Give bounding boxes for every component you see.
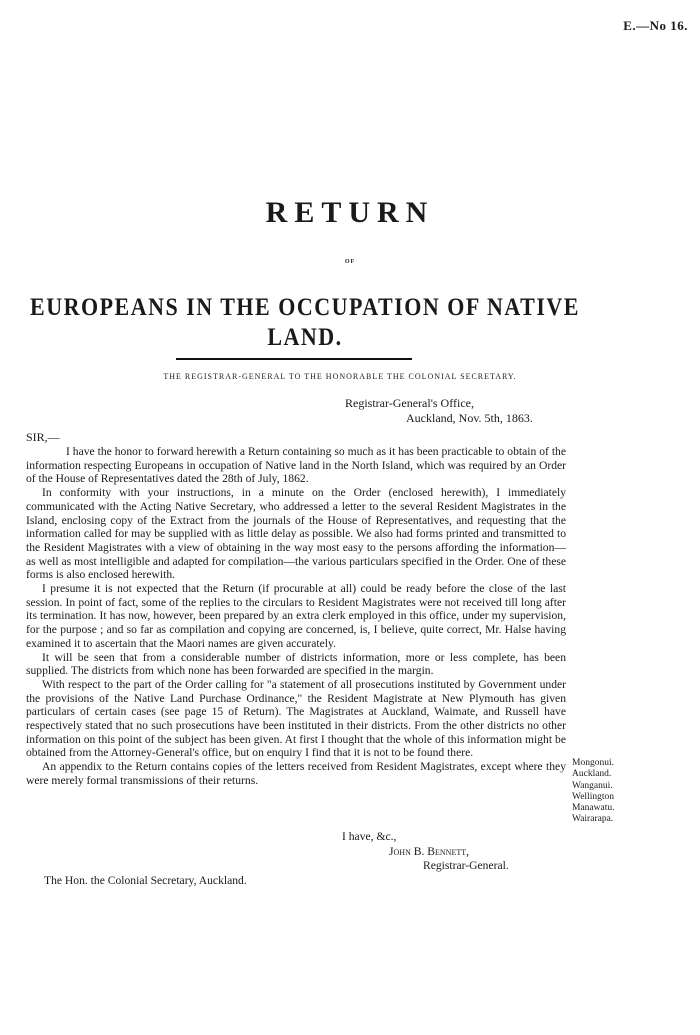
paragraph: I have the honor to forward herewith a Return containing so much as it has been practicable to obtain of the information respecting Europeans in occupation of Native land in the North Island, which was required by an Order of the House of Representatives dated the 28th of July, 1862. <box>26 445 566 486</box>
margin-district: Mongonui. <box>572 758 614 768</box>
title-connector: OF <box>344 259 356 265</box>
document-title: RETURN <box>265 196 435 229</box>
paragraph: In conformity with your instructions, in a minute on the Order (enclosed herewith), I immediately communicated with the Acting Native Secretary, who addressed a letter to the several Resident Magistrates in the Island, enclosing copy of the Extract from the journals of the House of Representatives, and requesting that the information called for may be supplied with as little delay as possible. We also had forms printed and transmitted to the Resident Magistrates with a view of obtaining in the way most easy to the persons affording the information—as well as most intelligible and adapted for compilation—the various particulars specified in the Order. One of these forms is also enclosed herewith. <box>26 486 566 582</box>
paragraph: I presume it is not expected that the Return (if procurable at all) could be ready before the close of the last session. In point of fact, some of the replies to the circulars to Resident Magistrates were not received till long after its termination. It has now, however, been prepared by an extra clerk employed in this office, under my supervision, for the purpose ; and so far as compilation and copying are concerned, is, I believe, quite correct, Mr. Halse having examined it to ascertain that the Maori names are given accurately. <box>26 582 566 650</box>
margin-note <box>572 758 614 826</box>
margin-district: Auckland. <box>572 769 612 780</box>
salutation: SIR,— <box>26 430 60 444</box>
paragraph: With respect to the part of the Order calling for "a statement of all prosecutions instituted by Government under the provisions of the Native Land Purchase Ordinance," the Resident Magistrate at New Plymouth has given particulars of certain cases (see page 15 of Return). The Magistrates at Auckland, Waimate, and Russell have respectively stated that no such prosecutions have been instituted in their districts. From the other districts no other information on this point of the subject has been given. At first I thought that the whole of this information might be obtained from the Attorney-General's office, but on enquiry I find that it is not to be found there. <box>26 677 566 760</box>
letter-date: Auckland, Nov. 5th, 1863. <box>406 411 533 425</box>
closing: I have, &c., <box>342 830 397 843</box>
paragraph: An appendix to the Return contains copies of the letters received from Resident Magistrates, except where they were merely formal transmissions of their returns. <box>26 760 566 787</box>
recipient: The Hon. the Colonial Secretary, Auckland. <box>44 874 247 887</box>
title-divider <box>176 358 412 360</box>
margin-district: Wanganui. <box>572 780 613 791</box>
margin-district: Manawatu. <box>572 803 615 814</box>
letter-heading: THE REGISTRAR-GENERAL TO THE HONORABLE THE COLONIAL SECRETARY. <box>163 372 517 381</box>
margin-district: Wairarapa. <box>572 814 614 825</box>
signature-title: Registrar-General. <box>423 859 509 872</box>
signature-name: John B. Bennett, <box>389 845 470 858</box>
margin-district: Wellington <box>572 791 614 802</box>
document-subtitle: EUROPEANS IN THE OCCUPATION OF NATIVE LAND. <box>30 292 580 351</box>
paragraph: It will be seen that from a considerable number of districts information, more or less complete, has been supplied. The districts from which none has been forwarded are specified in the margin. <box>26 650 566 678</box>
document-reference: E.—No 16. <box>623 18 688 33</box>
letter-body <box>26 445 566 788</box>
sender-address: Registrar-General's Office, <box>345 396 474 410</box>
